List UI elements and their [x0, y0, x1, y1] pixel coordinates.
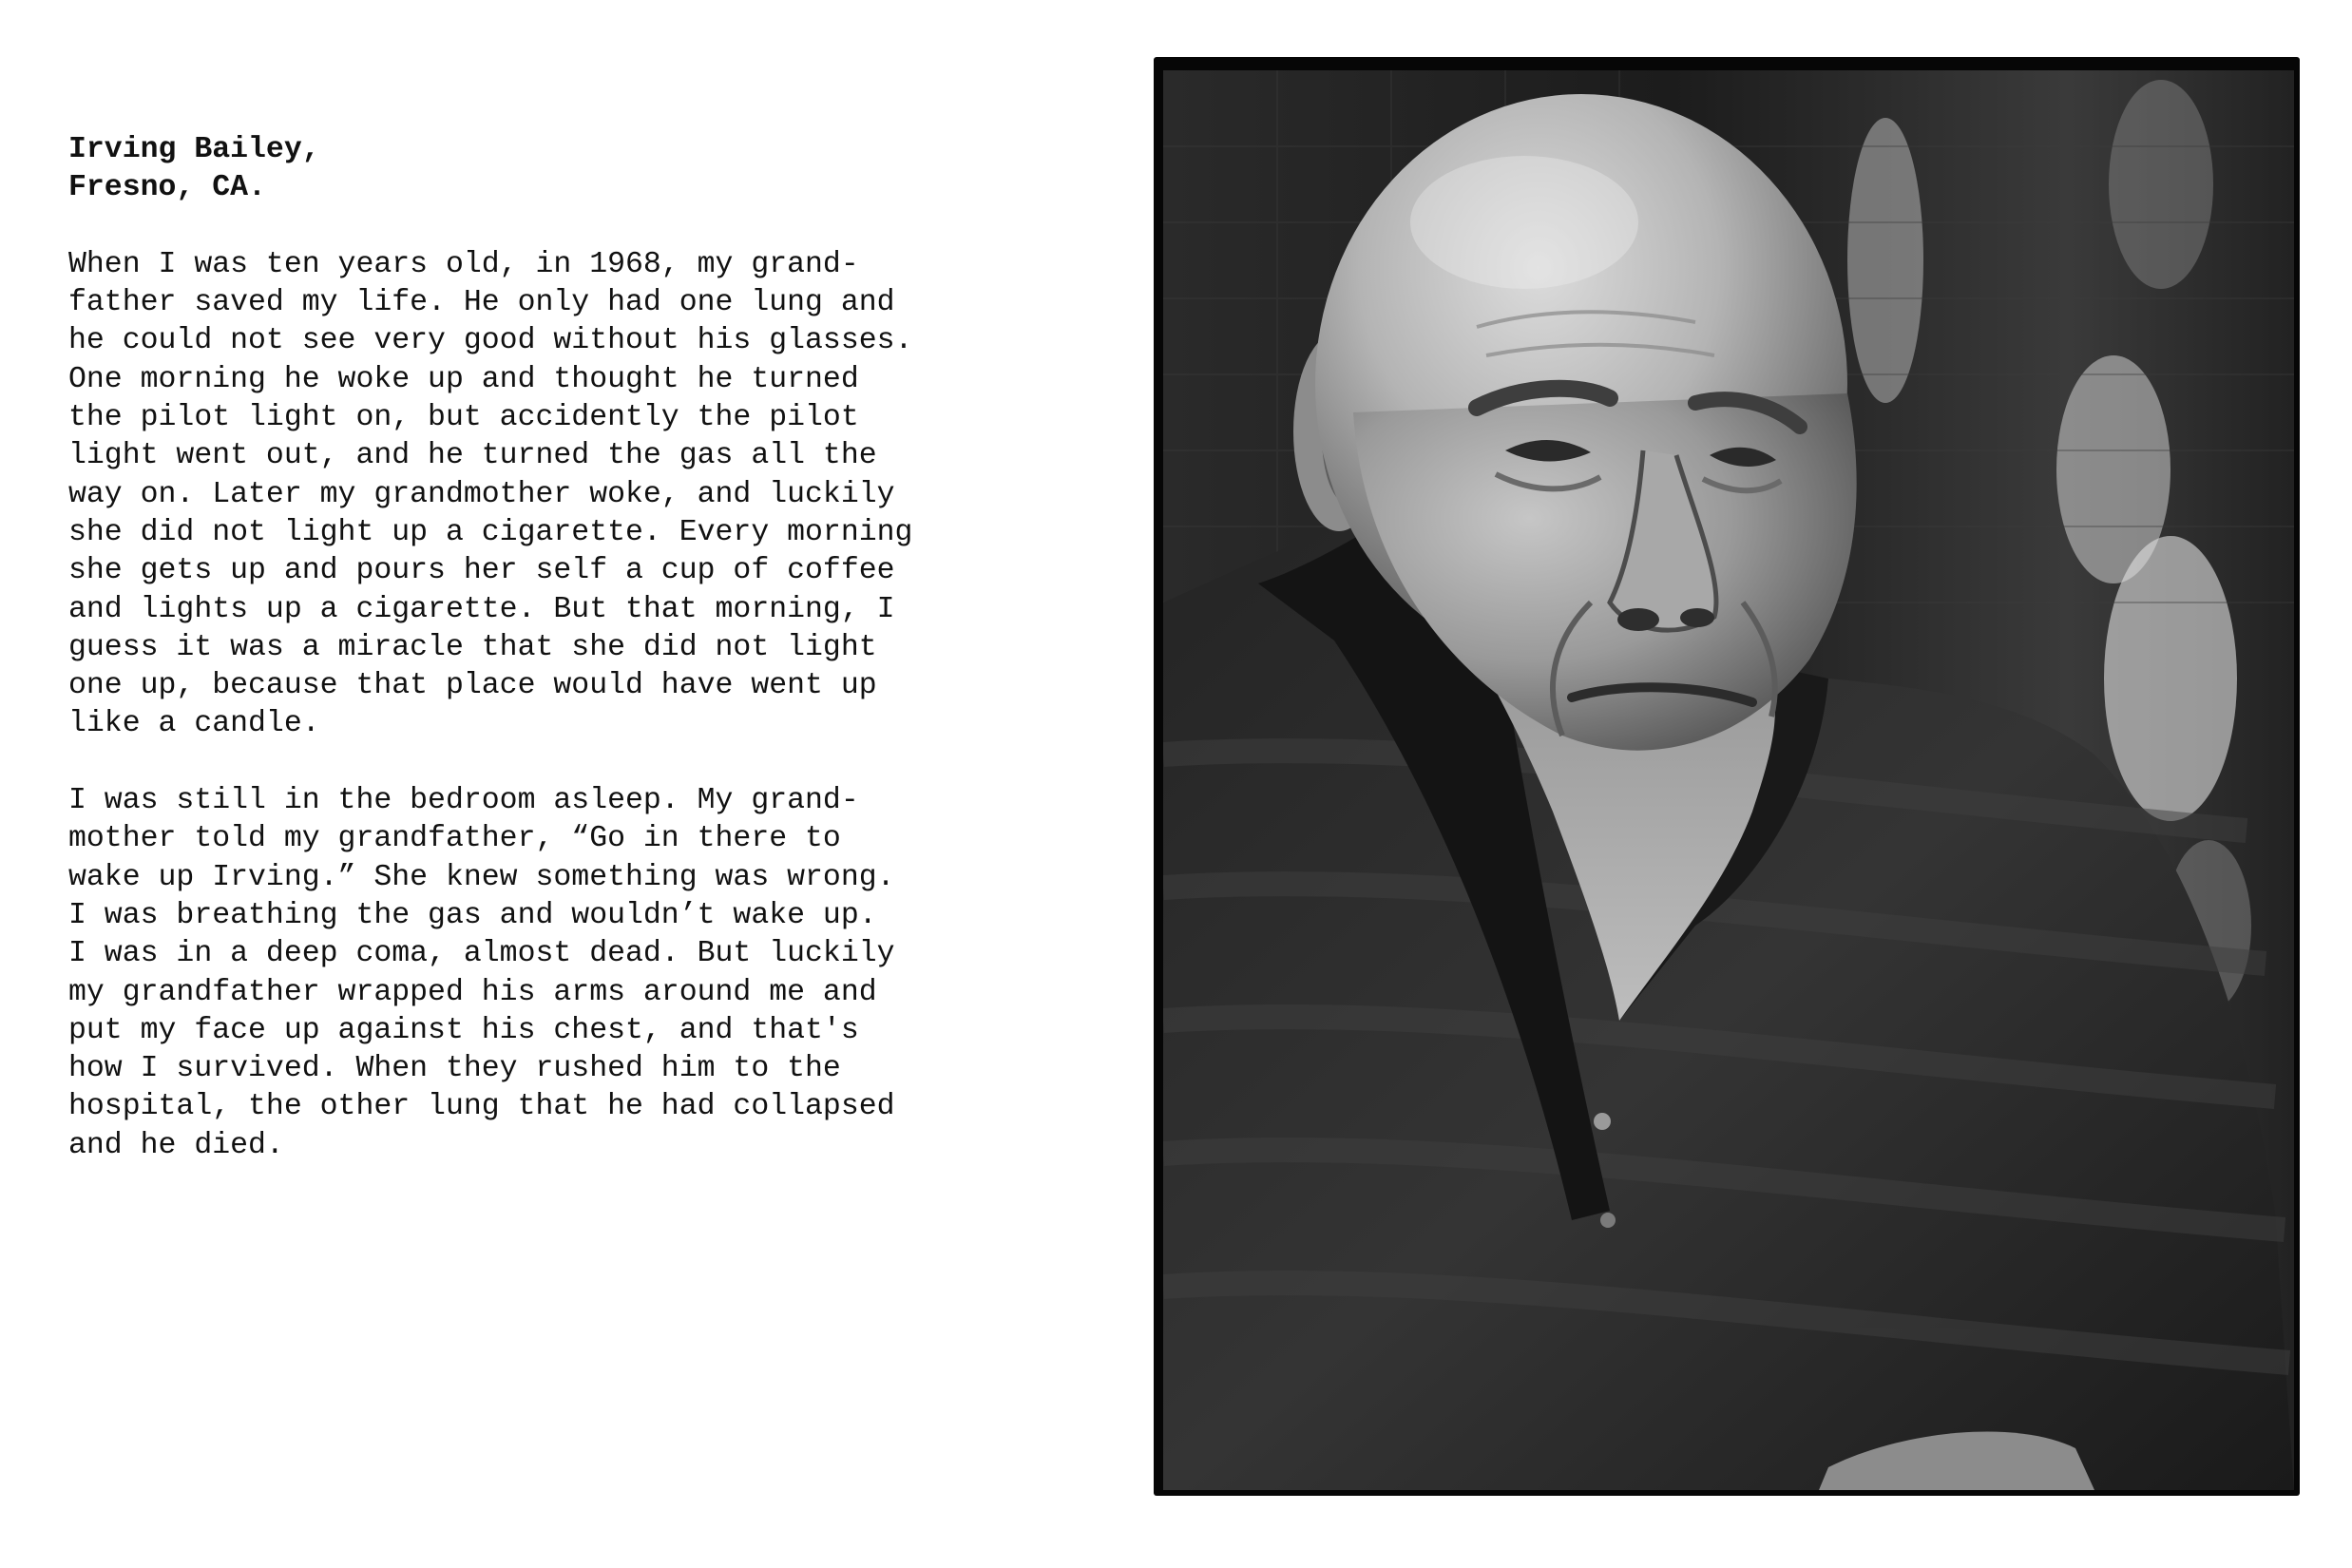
subject-name: Irving Bailey, [68, 133, 320, 166]
story-paragraph-1 [68, 246, 1019, 744]
story-line: she gets up and pours her self a cup of coffee [68, 554, 895, 588]
story-line: one up, because that place would have went up [68, 669, 877, 703]
subject-location: Fresno, CA. [68, 171, 266, 205]
shirt-button [1600, 1213, 1616, 1228]
story-line: When I was ten years old, in 1968, my grand- [68, 247, 859, 281]
story-line: I was breathing the gas and wouldn’t wake up. [68, 898, 877, 932]
story-line: the pilot light on, but accidently the pilot [68, 401, 859, 435]
story-line: wake up Irving.” She knew something was wrong. [68, 860, 895, 894]
story-line: she did not light up a cigarette. Every morning [68, 515, 913, 549]
story-line: and he died. [68, 1128, 284, 1162]
story-heading [68, 131, 1019, 208]
story-line: light went out, and he turned the gas all the [68, 439, 877, 473]
story-line: he could not see very good without his glasses. [68, 324, 913, 358]
story-line: father saved my life. He only had one lung and [68, 286, 895, 320]
portrait-illustration [1163, 70, 2294, 1490]
story-line: I was still in the bedroom asleep. My grand- [68, 784, 859, 818]
story-line: and lights up a cigarette. But that morning, I [68, 592, 895, 626]
shirt-button [1594, 1113, 1611, 1130]
story-line: One morning he woke up and thought he turned [68, 362, 859, 396]
story-line: my grandfather wrapped his arms around me and [68, 975, 877, 1009]
story-line: like a candle. [68, 707, 320, 741]
story-line: mother told my grandfather, “Go in there to [68, 822, 841, 856]
story-line: put my face up against his chest, and that's [68, 1013, 859, 1047]
story-line: hospital, the other lung that he had collapsed [68, 1090, 895, 1124]
story-paragraph-2 [68, 782, 1019, 1165]
portrait-photo [1154, 57, 2300, 1496]
story-line: way on. Later my grandmother woke, and luckily [68, 477, 895, 511]
story-text [68, 131, 1019, 1203]
story-line: guess it was a miracle that she did not light [68, 630, 877, 664]
story-line: I was in a deep coma, almost dead. But luckily [68, 937, 895, 971]
story-line: how I survived. When they rushed him to the [68, 1052, 841, 1086]
